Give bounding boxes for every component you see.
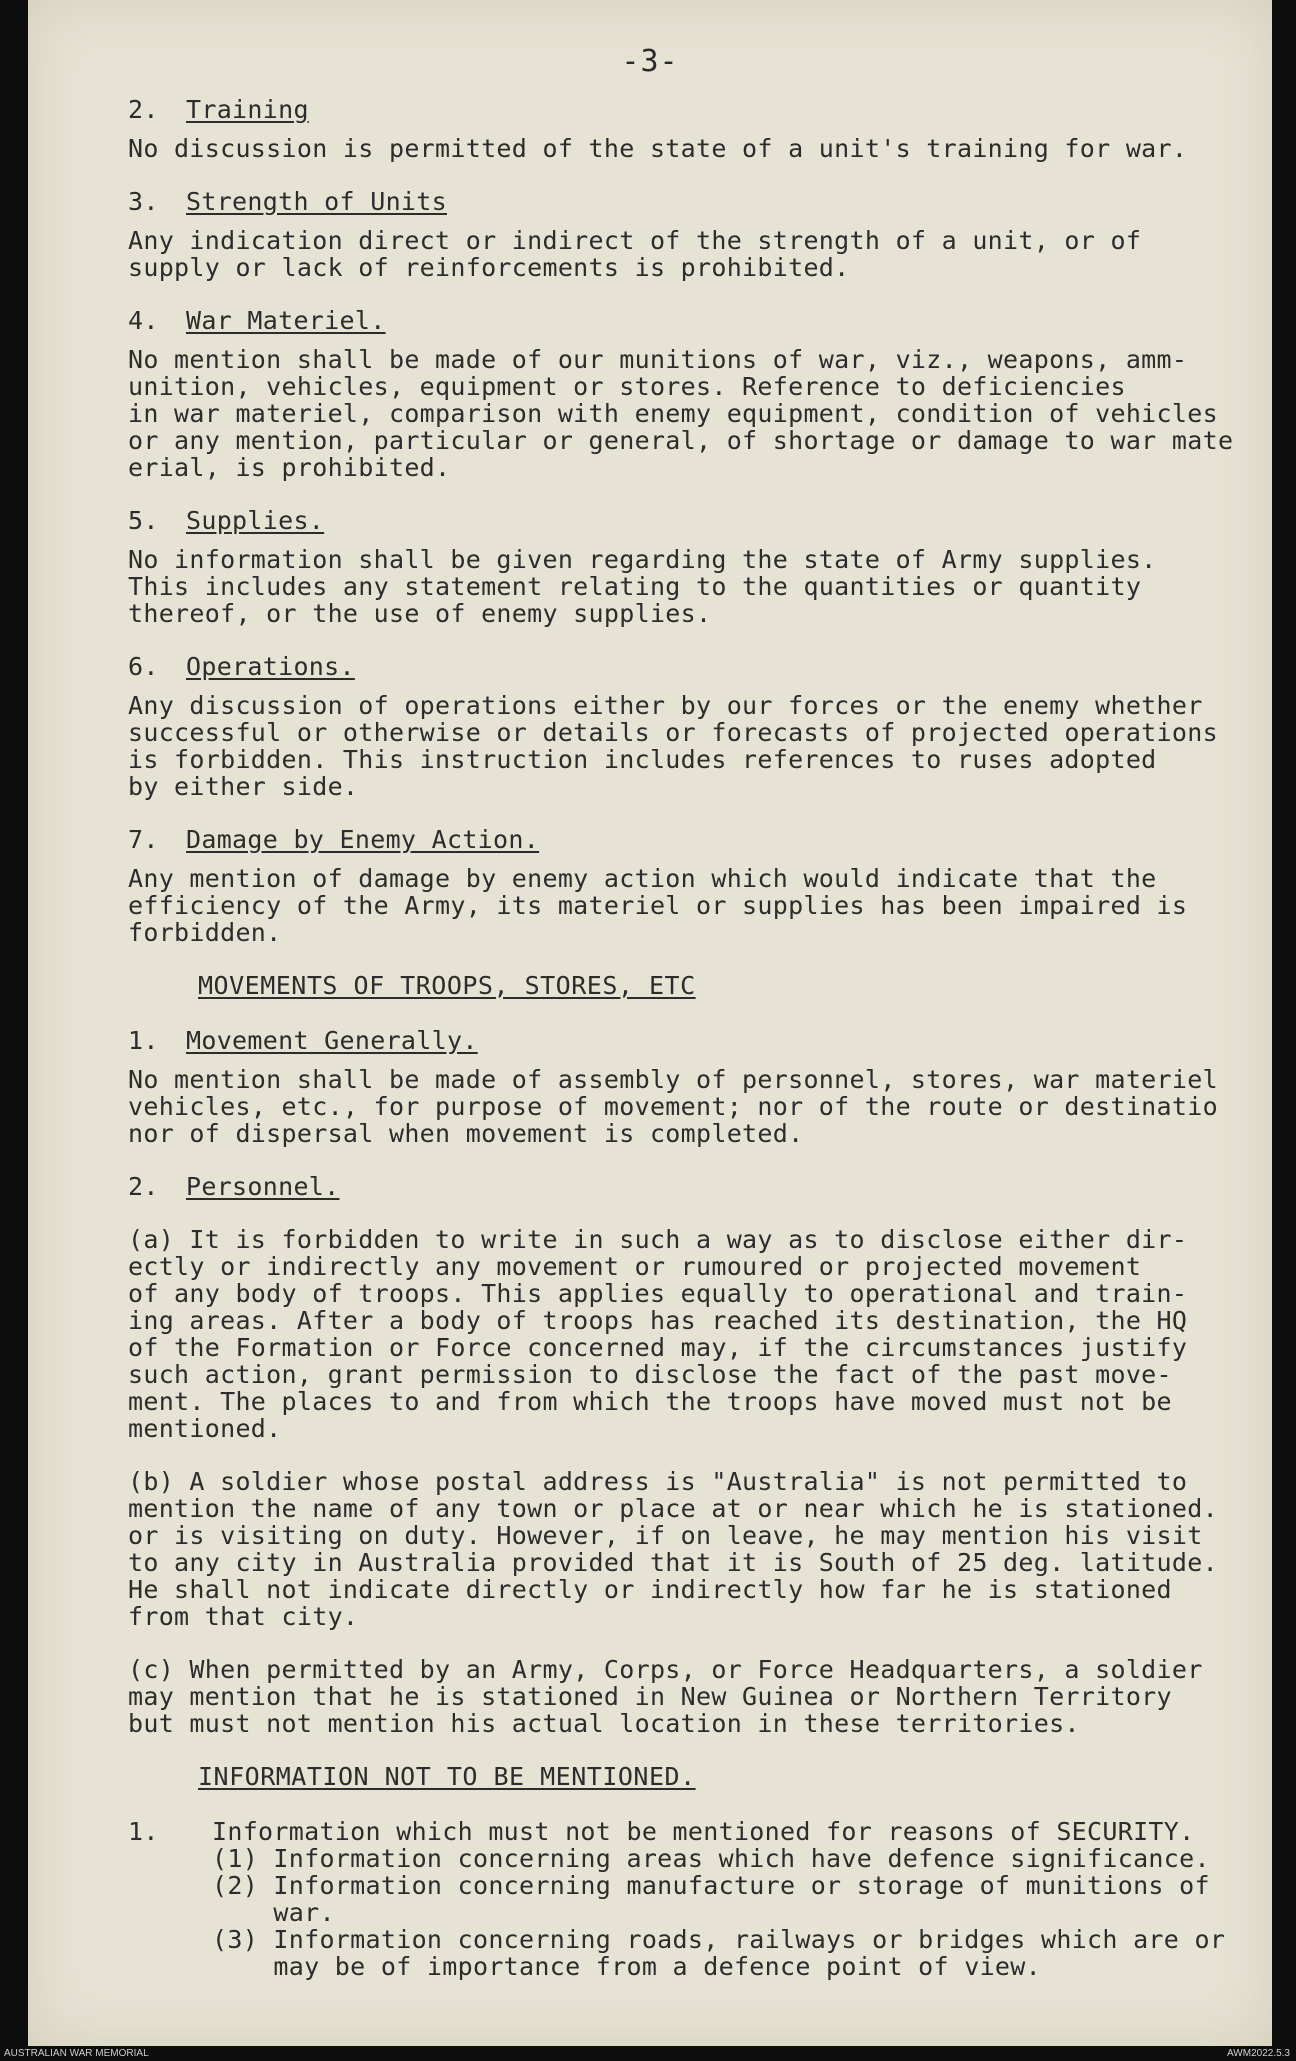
section-paragraph: Any mention of damage by enemy action which would indicate that the efficiency of the Army, its materiel or supplies has been impaired is forbidden.	[128, 864, 1188, 947]
list-item: 1. Information which must not be mentioned for reasons of SECURITY.	[128, 1817, 1195, 1846]
document-body	[128, 96, 1238, 1980]
list-subitem: (2) Information concerning manufacture or storage of munitions of war.	[212, 1871, 1210, 1927]
section-paragraph: Any indication direct or indirect of the strength of a unit, or of supply or lack of reinforcements is prohibited.	[128, 226, 1142, 282]
section-paragraph: No mention shall be made of assembly of personnel, stores, war materiel vehicles, etc., for purpose of movement; nor of the route or destinatio nor of dispersal when movement is completed.	[128, 1065, 1218, 1148]
information-heading: INFORMATION NOT TO BE MENTIONED.	[198, 1762, 696, 1791]
information-list	[128, 1818, 1238, 1980]
archive-name: AUSTRALIAN WAR MEMORIAL	[4, 2048, 149, 2059]
section-heading: 1. Movement Generally.	[128, 1026, 478, 1055]
section-heading: 3. Strength of Units	[128, 187, 447, 216]
section-paragraph: No information shall be given regarding the state of Army supplies. This includes any statement relating to the quantities or quantity thereof, or the use of enemy supplies.	[128, 545, 1157, 628]
document-page	[28, 0, 1272, 2046]
page-number: -3-	[621, 44, 679, 79]
personnel-paragraph-a: (a) It is forbidden to write in such a way as to disclose either dir- ectly or indirectly any movement or rumoured or projected movement of any body of troops. This applies equally to operational and train- ing areas. After a body of troops has reached its destination, the HQ of the Formation or Force concerned may, if the circumstances justify such action, grant permission to disclose the fact of the past move- ment. The places to and from which the troops have moved must not be mentioned.	[128, 1225, 1188, 1443]
section-heading: 4. War Materiel.	[128, 306, 386, 335]
section-heading: 5. Supplies.	[128, 506, 325, 535]
section-heading: 2. Training	[128, 95, 309, 124]
movements-heading: MOVEMENTS OF TROOPS, STORES, ETC	[198, 971, 696, 1000]
section-paragraph: No mention shall be made of our munitions of war, viz., weapons, amm- unition, vehicles, equipment or stores. Reference to deficiencies in war materiel, comparison with enemy equipment, condition of vehicles or any mention, particular or general, of shortage or damage to war mate erial, is prohibited.	[128, 345, 1234, 482]
section-paragraph: No discussion is permitted of the state of a unit's training for war.	[128, 134, 1188, 163]
section-heading: 7. Damage by Enemy Action.	[128, 825, 540, 854]
section-heading: 6. Operations.	[128, 652, 355, 681]
list-subitem: (1) Information concerning areas which have defence significance.	[212, 1844, 1210, 1873]
archive-footer	[0, 2046, 1296, 2061]
list-subitem: (3) Information concerning roads, railways or bridges which are or may be of importance from a defence point of view.	[212, 1925, 1226, 1981]
personnel-paragraph-c: (c) When permitted by an Army, Corps, or Force Headquarters, a soldier may mention that he is stationed in New Guinea or Northern Territory but must not mention his actual location in these territories.	[128, 1655, 1203, 1738]
section-paragraph: Any discussion of operations either by our forces or the enemy whether successful or otherwise or details or forecasts of projected operations is forbidden. This instruction includes references to ruses adopted by either side.	[128, 691, 1218, 801]
archive-reference: AWM2022.5.3	[1227, 2048, 1290, 2059]
section-heading: 2. Personnel.	[128, 1172, 340, 1201]
personnel-paragraph-b: (b) A soldier whose postal address is "Australia" is not permitted to mention the name of any town or place at or near which he is stationed. or is visiting on duty. However, if on leave, he may mention his visit to any city in Australia provided that it is South of 25 deg. latitude. He shall not indicate directly or indirectly how far he is stationed from that city.	[128, 1467, 1218, 1631]
